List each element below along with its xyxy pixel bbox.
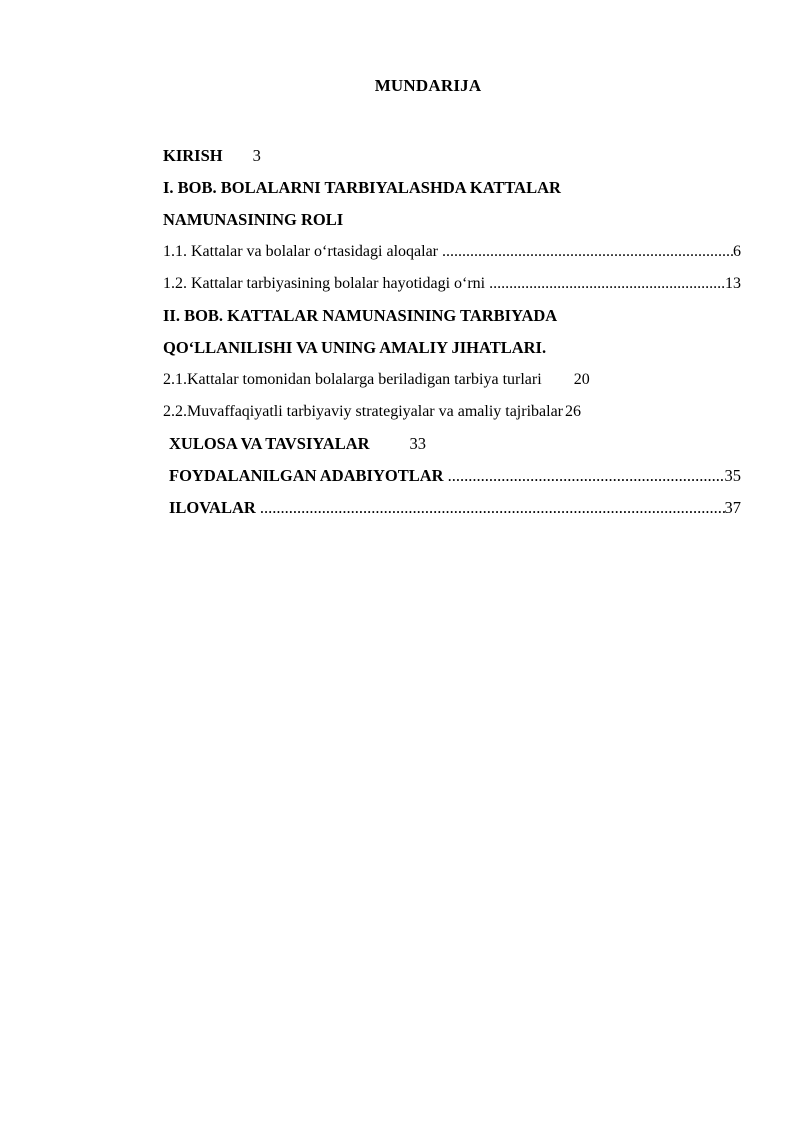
dot-leader (260, 492, 725, 524)
dot-leader (448, 460, 725, 492)
toc-entry-2-1 (163, 364, 741, 396)
toc-entry-text: NAMUNASINING ROLI (163, 210, 344, 229)
toc-entry-chapter-1-line-2 (163, 204, 741, 236)
toc-title: MUNDARIJA (374, 76, 482, 95)
toc-entry-text: XULOSA VA TAVSIYALAR (169, 434, 370, 453)
toc-entry-page: 3 (252, 146, 261, 165)
toc-entry-text: KIRISH (163, 146, 223, 165)
toc-entry-page: 37 (724, 498, 741, 517)
toc-entry-page: 13 (725, 275, 741, 292)
toc-entry-ilovalar (163, 492, 741, 524)
toc-entry-text: 2.2.Muvaffaqiyatli tarbiyaviy strategiyalar va amaliy tajribalar (163, 403, 563, 420)
toc-entry-1-1 (163, 236, 741, 268)
toc-entry-text: 1.2. Kattalar tarbiyasining bolalar hayotidagi o‘rni (163, 275, 486, 292)
toc-entry-text: ILOVALAR (169, 498, 256, 517)
toc-entry-page: 26 (565, 403, 581, 420)
toc-entry-chapter-2-line-2 (163, 332, 741, 364)
dot-leader (442, 236, 733, 268)
table-of-contents (163, 140, 741, 524)
dot-leader (489, 268, 725, 300)
toc-entry-page: 35 (724, 466, 741, 485)
toc-entry-page: 6 (733, 243, 741, 260)
toc-entry-text: 1.1. Kattalar va bolalar o‘rtasidagi aloqalar (163, 243, 438, 260)
toc-entry-kirish (163, 140, 741, 172)
toc-entry-xulosa (163, 428, 741, 460)
toc-entry-text: QO‘LLANILISHI VA UNING AMALIY JIHATLARI. (163, 338, 547, 357)
toc-entry-page: 20 (573, 371, 590, 388)
toc-entry-adabiyotlar (163, 460, 741, 492)
toc-entry-chapter-1-line-1 (163, 172, 741, 204)
toc-entry-1-2 (163, 268, 741, 300)
toc-entry-text: I. BOB. BOLALARNI TARBIYALASHDA KATTALAR (163, 178, 561, 197)
toc-entry-text: II. BOB. KATTALAR NAMUNASINING TARBIYADA (163, 306, 558, 325)
toc-entry-text: FOYDALANILGAN ADABIYOTLAR (169, 466, 444, 485)
toc-entry-chapter-2-line-1 (163, 300, 741, 332)
toc-entry-text: 2.1.Kattalar tomonidan bolalarga beriladigan tarbiya turlari (163, 371, 542, 388)
toc-entry-2-2 (163, 396, 741, 428)
toc-entry-page: 33 (409, 434, 427, 453)
